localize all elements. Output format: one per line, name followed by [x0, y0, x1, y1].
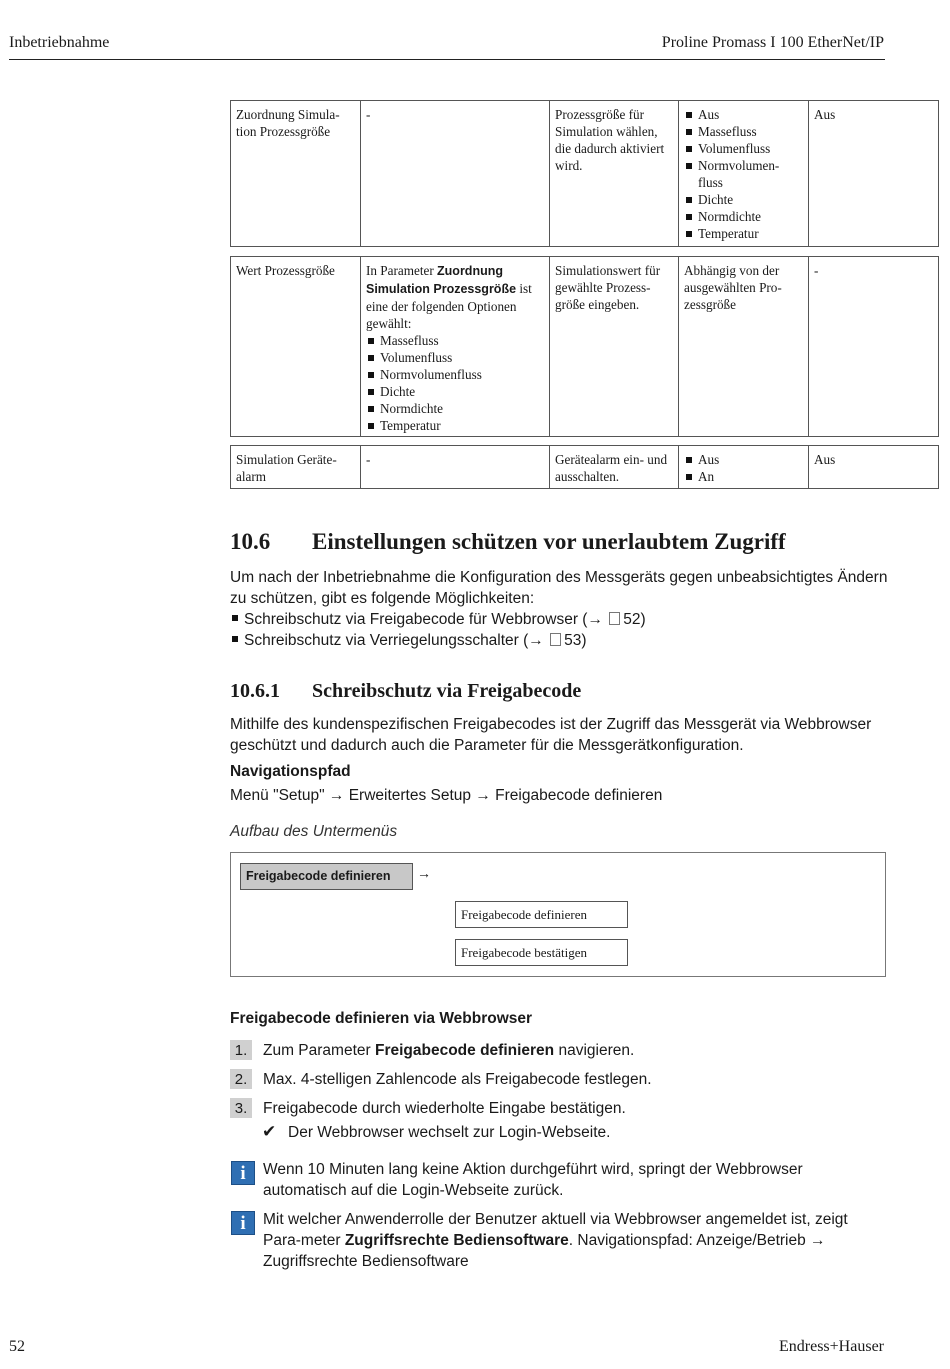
options-list: [366, 332, 544, 434]
step-number: 2.: [230, 1069, 252, 1089]
param-default-cell: Aus: [809, 446, 939, 489]
list-item: Dichte: [366, 383, 544, 400]
nav-heading: Navigationspfad: [230, 763, 351, 780]
param-name-cell: Wert Prozessgröße: [231, 257, 361, 437]
section-title: Einstellungen schützen vor unerlaubtem Zugriff: [312, 529, 786, 554]
param-table-wert: [230, 256, 939, 437]
table-row: [231, 101, 939, 247]
param-default-cell: -: [809, 257, 939, 437]
info-note: Mit welcher Anwenderrolle der Benutzer aktuell via Webbrowser angemeldet ist, zeigt Para-meter Zugriffsrechte Bediensoftware. Navigationspfad: Anzeige/Betrieb → Zugriffsrechte Bediensoftware: [263, 1211, 848, 1270]
list-item: Dichte: [684, 191, 803, 208]
list-item: Volumenfluss: [684, 140, 803, 157]
submenu-parameter-confirm: Freigabecode bestätigen: [455, 939, 628, 966]
list-item: Volumenfluss: [366, 349, 544, 366]
table-row: [231, 446, 939, 489]
procedure-heading: Freigabecode definieren via Webbrowser: [230, 1010, 533, 1027]
procedure-step: 1. Zum Parameter Freigabecode definieren navigieren.: [230, 1040, 634, 1061]
subsection-intro: Mithilfe des kundenspezifischen Freigabecodes ist der Zugriff das Messgerät via Webbrowser geschützt und dadurch auch die Parameter für die Messgerätkonfiguration.: [230, 716, 872, 754]
param-name-cell: Simulation Geräte- alarm: [231, 446, 361, 489]
submenu-parameter-define: Freigabecode definieren: [455, 901, 628, 928]
submenu-main-item: Freigabecode definieren: [240, 863, 413, 890]
param-desc-cell: Gerätealarm ein- und ausschalten.: [550, 446, 679, 489]
list-item: Normdichte: [366, 400, 544, 417]
list-item: Normvolumen-fluss: [684, 157, 803, 191]
list-item: Normdichte: [684, 208, 803, 225]
procedure-step: 3. Freigabecode durch wiederholte Eingabe bestätigen.: [230, 1098, 626, 1119]
list-item: Massefluss: [684, 123, 803, 140]
list-item: Temperatur: [366, 417, 544, 434]
info-note: Wenn 10 Minuten lang keine Aktion durchgeführt wird, springt der Webbrowser automatisch auf die Login-Webseite zurück.: [263, 1161, 803, 1199]
arrow-right-icon: →: [417, 867, 431, 882]
footer-brand: Endress+Hauser: [779, 1338, 884, 1355]
bullet-item: Schreibschutz via Freigabecode für Webbrowser (→ 52): [230, 609, 646, 630]
param-prereq-cell: In Parameter Zuordnung Simulation Prozessgröße ist eine der folgenden Optionen gewählt: Massefluss Volumenfluss Normvolumenfluss Dichte Normdichte Temperatur: [361, 257, 550, 437]
param-desc-cell: Simulationswert für gewählte Prozess-größe eingeben.: [550, 257, 679, 437]
list-item: Normvolumenfluss: [366, 366, 544, 383]
subsection-heading: [230, 680, 581, 703]
page-reference-icon: [609, 612, 620, 625]
param-name-cell: Zuordnung Simula- tion Prozessgröße: [231, 101, 361, 247]
section-number: 10.6: [230, 529, 271, 554]
param-options-cell: [679, 446, 809, 489]
list-item: Massefluss: [366, 332, 544, 349]
list-item: An: [684, 468, 803, 485]
submenu-diagram: [230, 852, 886, 977]
info-icon: i: [231, 1161, 255, 1185]
subsection-title: Schreibschutz via Freigabecode: [312, 680, 582, 702]
step-number: 1.: [230, 1040, 252, 1060]
page-number: 52: [9, 1338, 25, 1355]
running-header-product: Proline Promass I 100 EtherNet/IP: [661, 34, 884, 51]
page-reference-icon: [550, 633, 561, 646]
checkmark-icon: ✔: [262, 1122, 277, 1141]
header-rule: [9, 59, 885, 60]
subsection-number: 10.6.1: [230, 680, 280, 702]
section-heading: [230, 529, 786, 555]
list-item: Temperatur: [684, 225, 803, 242]
section-intro: Um nach der Inbetriebnahme die Konfiguration des Messgeräts gegen unbeabsichtigtes Ändern zu schützen, gibt es folgende Möglichkeiten:: [230, 569, 888, 607]
param-prereq-cell: -: [361, 446, 550, 489]
procedure-step: 2. Max. 4-stelligen Zahlencode als Freigabecode festlegen.: [230, 1069, 652, 1090]
submenu-caption: Aufbau des Untermenüs: [230, 823, 398, 840]
list-item: Aus: [684, 106, 803, 123]
running-header-chapter: Inbetriebnahme: [9, 34, 110, 51]
param-table-geraetealarm: [230, 445, 939, 489]
table-row: [231, 257, 939, 437]
param-prereq-cell: -: [361, 101, 550, 247]
param-desc-cell: Prozessgröße für Simulation wählen, die dadurch aktiviert wird.: [550, 101, 679, 247]
info-icon: i: [231, 1211, 255, 1235]
param-options-cell: [679, 101, 809, 247]
nav-path: Menü "Setup" → Erweitertes Setup → Freigabecode definieren: [230, 787, 663, 804]
step-number: 3.: [230, 1098, 252, 1118]
param-range-cell: Abhängig von der ausgewählten Pro-zessgröße: [679, 257, 809, 437]
list-item: Aus: [684, 451, 803, 468]
step-result: ✔ Der Webbrowser wechselt zur Login-Webseite.: [262, 1122, 611, 1141]
options-list: [684, 106, 803, 242]
bullet-item: Schreibschutz via Verriegelungsschalter (→ 53): [230, 630, 587, 651]
param-default-cell: Aus: [809, 101, 939, 247]
options-list: [684, 451, 803, 485]
param-table-zuordnung: [230, 100, 939, 247]
